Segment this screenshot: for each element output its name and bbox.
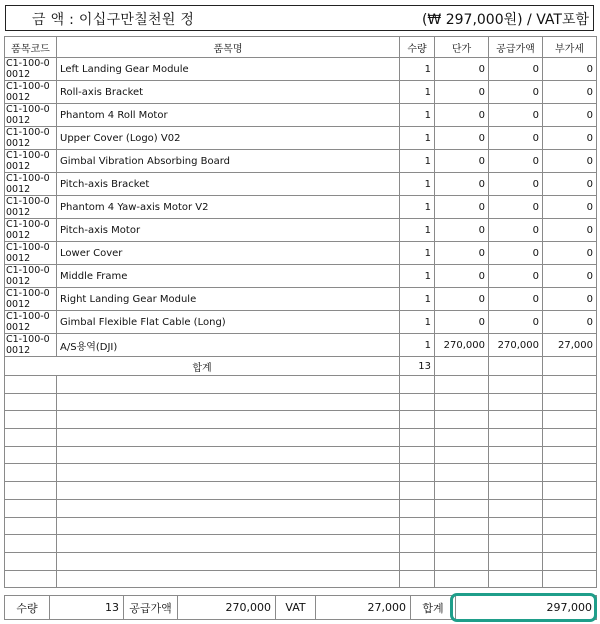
header-name: 품목명	[57, 37, 400, 58]
empty-cell	[5, 517, 57, 535]
item-qty: 1	[400, 311, 435, 334]
empty-row	[5, 393, 597, 411]
footer-vat-value: 27,000	[316, 596, 411, 620]
header-code: 품목코드	[5, 37, 57, 58]
empty-cell	[57, 446, 400, 464]
empty-cell	[57, 570, 400, 588]
item-name: A/S용역(DJI)	[57, 334, 400, 357]
item-unit-price: 0	[435, 242, 489, 265]
empty-row	[5, 570, 597, 588]
empty-cell	[400, 535, 435, 553]
empty-cell	[435, 376, 489, 394]
item-supply: 270,000	[489, 334, 543, 357]
item-code: C1-100-0 0012	[5, 265, 57, 288]
item-unit-price: 0	[435, 81, 489, 104]
empty-cell	[543, 535, 597, 553]
empty-cell	[400, 393, 435, 411]
item-code: C1-100-0 0012	[5, 58, 57, 81]
item-vat: 0	[543, 196, 597, 219]
table-header-row	[5, 37, 597, 58]
empty-cell	[435, 393, 489, 411]
empty-cell	[5, 552, 57, 570]
footer-total-label: 합계	[411, 596, 456, 620]
empty-cell	[489, 499, 543, 517]
total-label: 합계	[5, 357, 400, 376]
item-supply: 0	[489, 311, 543, 334]
empty-cell	[543, 570, 597, 588]
table-row	[5, 288, 597, 311]
item-code: C1-100-0 0012	[5, 219, 57, 242]
item-vat: 0	[543, 242, 597, 265]
empty-cell	[57, 482, 400, 500]
empty-cell	[57, 464, 400, 482]
item-name: Left Landing Gear Module	[57, 58, 400, 81]
item-name: Upper Cover (Logo) V02	[57, 127, 400, 150]
item-qty: 1	[400, 104, 435, 127]
item-unit-price: 0	[435, 219, 489, 242]
item-code: C1-100-0 0012	[5, 127, 57, 150]
empty-cell	[400, 499, 435, 517]
item-code: C1-100-0 0012	[5, 242, 57, 265]
item-code: C1-100-0 0012	[5, 104, 57, 127]
item-name: Right Landing Gear Module	[57, 288, 400, 311]
table-row	[5, 265, 597, 288]
empty-cell	[5, 446, 57, 464]
item-supply: 0	[489, 265, 543, 288]
table-row	[5, 58, 597, 81]
item-code: C1-100-0 0012	[5, 288, 57, 311]
empty-cell	[543, 446, 597, 464]
empty-cell	[5, 429, 57, 447]
item-name: Gimbal Flexible Flat Cable (Long)	[57, 311, 400, 334]
empty-cell	[489, 393, 543, 411]
item-code: C1-100-0 0012	[5, 150, 57, 173]
item-vat: 0	[543, 104, 597, 127]
empty-row	[5, 552, 597, 570]
item-name: Pitch-axis Motor	[57, 219, 400, 242]
empty-cell	[489, 535, 543, 553]
empty-cell	[57, 535, 400, 553]
empty-cell	[435, 411, 489, 429]
item-unit-price: 0	[435, 127, 489, 150]
empty-cell	[400, 570, 435, 588]
total-empty-cell	[543, 357, 597, 376]
empty-cell	[435, 429, 489, 447]
table-row	[5, 311, 597, 334]
empty-cell	[57, 411, 400, 429]
empty-row	[5, 517, 597, 535]
empty-cell	[435, 499, 489, 517]
item-code: C1-100-0 0012	[5, 173, 57, 196]
item-qty: 1	[400, 150, 435, 173]
empty-row	[5, 429, 597, 447]
item-supply: 0	[489, 242, 543, 265]
item-unit-price: 0	[435, 265, 489, 288]
table-row	[5, 242, 597, 265]
item-supply: 0	[489, 150, 543, 173]
item-name: Lower Cover	[57, 242, 400, 265]
item-qty: 1	[400, 242, 435, 265]
footer-supply-label: 공급가액	[124, 596, 178, 620]
table-row	[5, 334, 597, 357]
empty-row	[5, 411, 597, 429]
item-code: C1-100-0 0012	[5, 81, 57, 104]
item-qty: 1	[400, 58, 435, 81]
item-qty: 1	[400, 288, 435, 311]
empty-cell	[57, 499, 400, 517]
item-qty: 1	[400, 219, 435, 242]
empty-cell	[400, 429, 435, 447]
item-vat: 0	[543, 173, 597, 196]
table-row	[5, 219, 597, 242]
table-row	[5, 104, 597, 127]
item-qty: 1	[400, 127, 435, 150]
item-unit-price: 0	[435, 150, 489, 173]
empty-cell	[543, 376, 597, 394]
empty-row	[5, 499, 597, 517]
item-qty: 1	[400, 196, 435, 219]
item-unit-price: 0	[435, 104, 489, 127]
empty-cell	[543, 411, 597, 429]
amount-numeric-text: (₩ 297,000원) / VAT포함	[421, 12, 589, 28]
item-unit-price: 0	[435, 288, 489, 311]
header-vat: 부가세	[543, 37, 597, 58]
empty-cell	[489, 482, 543, 500]
footer-total-value: 297,000	[456, 596, 597, 620]
item-unit-price: 0	[435, 311, 489, 334]
empty-cell	[5, 393, 57, 411]
item-vat: 0	[543, 219, 597, 242]
empty-cell	[543, 482, 597, 500]
item-vat: 0	[543, 288, 597, 311]
empty-cell	[543, 464, 597, 482]
empty-cell	[400, 482, 435, 500]
empty-cell	[57, 429, 400, 447]
empty-row	[5, 464, 597, 482]
item-vat: 27,000	[543, 334, 597, 357]
item-supply: 0	[489, 58, 543, 81]
empty-cell	[400, 376, 435, 394]
item-name: Pitch-axis Bracket	[57, 173, 400, 196]
empty-cell	[435, 570, 489, 588]
item-unit-price: 0	[435, 173, 489, 196]
total-empty-cell	[489, 357, 543, 376]
empty-row	[5, 376, 597, 394]
item-name: Middle Frame	[57, 265, 400, 288]
empty-row	[5, 446, 597, 464]
header-unit-price: 단가	[435, 37, 489, 58]
empty-cell	[489, 464, 543, 482]
header-supply: 공급가액	[489, 37, 543, 58]
empty-cell	[543, 499, 597, 517]
item-unit-price: 0	[435, 196, 489, 219]
item-unit-price: 0	[435, 58, 489, 81]
empty-cell	[5, 482, 57, 500]
item-vat: 0	[543, 81, 597, 104]
item-code: C1-100-0 0012	[5, 334, 57, 357]
empty-cell	[400, 464, 435, 482]
item-code: C1-100-0 0012	[5, 196, 57, 219]
footer-qty-label: 수량	[5, 596, 50, 620]
table-row	[5, 150, 597, 173]
item-name: Roll-axis Bracket	[57, 81, 400, 104]
item-supply: 0	[489, 219, 543, 242]
empty-cell	[489, 446, 543, 464]
empty-cell	[435, 552, 489, 570]
empty-cell	[543, 517, 597, 535]
item-vat: 0	[543, 58, 597, 81]
empty-cell	[5, 499, 57, 517]
item-supply: 0	[489, 196, 543, 219]
item-vat: 0	[543, 127, 597, 150]
item-qty: 1	[400, 81, 435, 104]
empty-cell	[57, 376, 400, 394]
item-name: Phantom 4 Roll Motor	[57, 104, 400, 127]
empty-cell	[489, 411, 543, 429]
item-supply: 0	[489, 104, 543, 127]
item-supply: 0	[489, 127, 543, 150]
empty-cell	[435, 535, 489, 553]
item-supply: 0	[489, 81, 543, 104]
empty-cell	[57, 552, 400, 570]
empty-row	[5, 535, 597, 553]
footer-supply-value: 270,000	[178, 596, 276, 620]
empty-cell	[435, 482, 489, 500]
item-vat: 0	[543, 150, 597, 173]
table-row	[5, 81, 597, 104]
total-qty: 13	[400, 357, 435, 376]
amount-korean-text: 금 액 : 이십구만칠천원 정	[32, 12, 195, 28]
table-row	[5, 196, 597, 219]
empty-cell	[543, 393, 597, 411]
empty-cell	[5, 570, 57, 588]
item-qty: 1	[400, 265, 435, 288]
empty-cell	[5, 376, 57, 394]
empty-cell	[400, 411, 435, 429]
item-supply: 0	[489, 288, 543, 311]
empty-cell	[57, 517, 400, 535]
table-row	[5, 127, 597, 150]
item-vat: 0	[543, 265, 597, 288]
item-code: C1-100-0 0012	[5, 311, 57, 334]
item-table	[4, 36, 597, 588]
table-row	[5, 173, 597, 196]
total-row	[5, 357, 597, 376]
amount-header	[5, 5, 594, 31]
empty-cell	[400, 446, 435, 464]
item-supply: 0	[489, 173, 543, 196]
empty-cell	[489, 429, 543, 447]
empty-cell	[489, 517, 543, 535]
empty-row	[5, 482, 597, 500]
empty-cell	[543, 429, 597, 447]
item-name: Gimbal Vibration Absorbing Board	[57, 150, 400, 173]
empty-cell	[489, 570, 543, 588]
item-qty: 1	[400, 173, 435, 196]
empty-cell	[400, 517, 435, 535]
empty-cell	[5, 411, 57, 429]
empty-cell	[435, 446, 489, 464]
footer-qty-value: 13	[50, 596, 124, 620]
item-vat: 0	[543, 311, 597, 334]
empty-cell	[5, 464, 57, 482]
empty-cell	[400, 552, 435, 570]
empty-cell	[489, 552, 543, 570]
empty-cell	[435, 464, 489, 482]
empty-cell	[5, 535, 57, 553]
total-empty-cell	[435, 357, 489, 376]
item-qty: 1	[400, 334, 435, 357]
empty-cell	[543, 552, 597, 570]
footer-vat-label: VAT	[276, 596, 316, 620]
item-unit-price: 270,000	[435, 334, 489, 357]
empty-cell	[489, 376, 543, 394]
empty-cell	[57, 393, 400, 411]
header-qty: 수량	[400, 37, 435, 58]
item-name: Phantom 4 Yaw-axis Motor V2	[57, 196, 400, 219]
empty-cell	[435, 517, 489, 535]
total-highlight-outline	[450, 593, 597, 622]
